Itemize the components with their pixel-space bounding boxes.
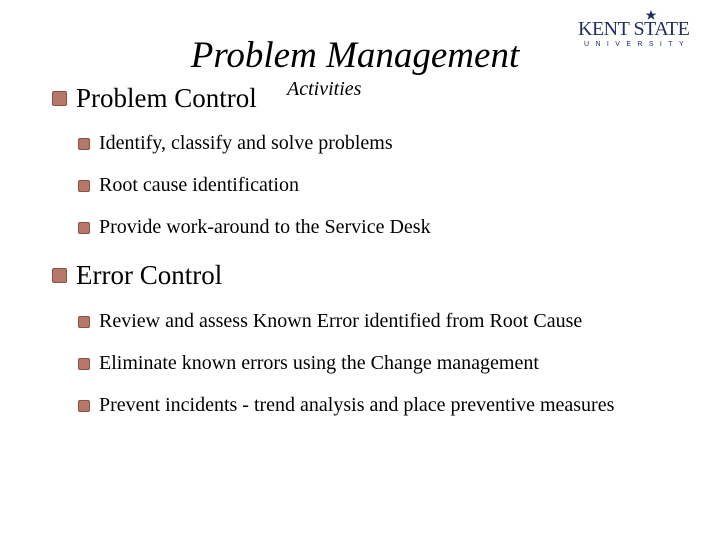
list-item-text: Eliminate known errors using the Change management (99, 352, 539, 374)
bullet-square-icon (78, 316, 90, 328)
list-item-text: Review and assess Known Error identified from Root Cause (99, 310, 583, 332)
bullet-square-icon (78, 180, 90, 192)
list-item-text: Prevent incidents - trend analysis and place preventive measures (99, 394, 615, 416)
bullet-square-icon (52, 91, 67, 106)
section-heading-note: Activities (287, 78, 362, 100)
list-item-text: Identify, classify and solve problems (99, 132, 393, 154)
university-logo (578, 10, 706, 50)
list-item-text: Root cause identification (99, 174, 299, 196)
section-heading: Problem Control (76, 83, 257, 113)
bullet-square-icon (52, 268, 67, 283)
section-heading: Error Control (76, 260, 223, 290)
bullet-square-icon (78, 222, 90, 234)
bullet-square-icon (78, 400, 90, 412)
logo-subtitle: UNIVERSITY (584, 41, 691, 48)
logo-wordmark: KENT STATE (578, 18, 690, 40)
list-item-text: Provide work-around to the Service Desk (99, 216, 431, 238)
bullet-square-icon (78, 138, 90, 150)
slide-title: Problem Management (190, 35, 520, 76)
bullet-square-icon (78, 358, 90, 370)
